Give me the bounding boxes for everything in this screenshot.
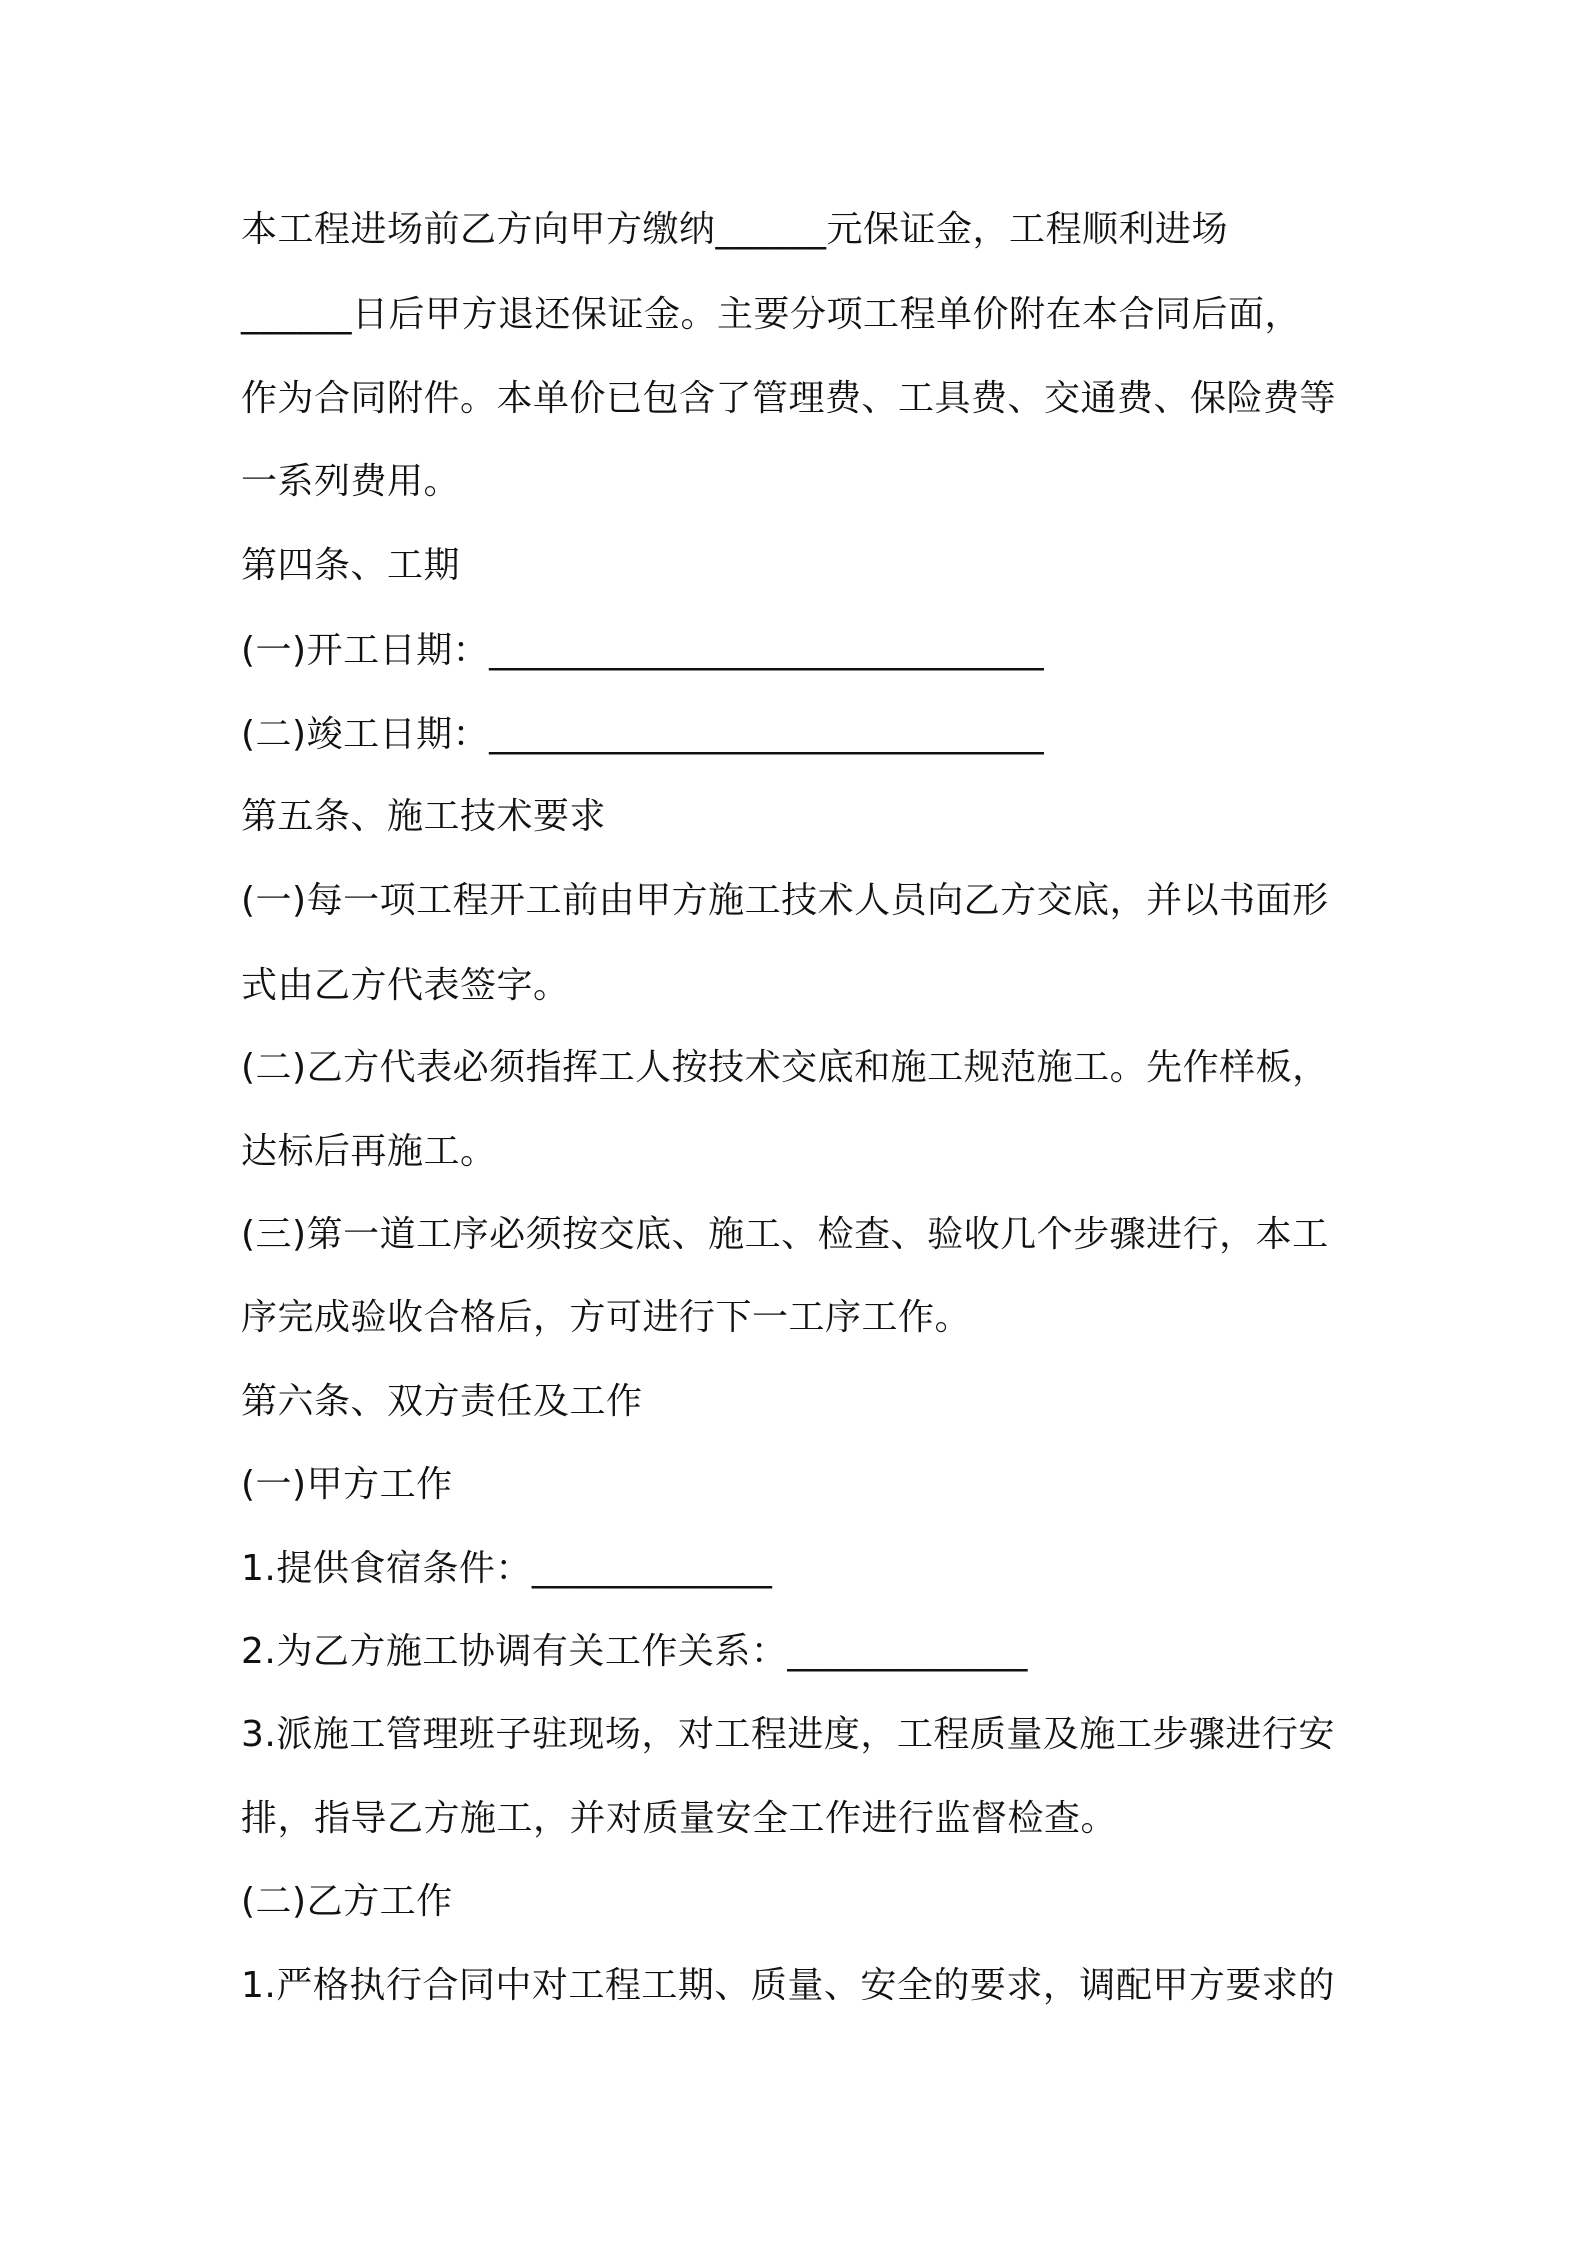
subsection-heading: (二)乙方工作 [241, 1881, 453, 1922]
completion-date-line: (二)竣工日期：______________________________ [241, 714, 1045, 755]
list-item: 1.提供食宿条件：_____________ [241, 1548, 773, 1589]
start-date-line: (一)开工日期：______________________________ [241, 630, 1045, 671]
paragraph-line: (二)乙方代表必须指挥工人按技术交底和施工规范施工。先作样板， [241, 1047, 1329, 1088]
paragraph-line: 序完成验收合格后，方可进行下一工序工作。 [241, 1297, 972, 1338]
list-item: 2.为乙方施工协调有关工作关系：_____________ [241, 1631, 1028, 1672]
paragraph-line: (三)第一道工序必须按交底、施工、检查、验收几个步骤进行，本工 [241, 1214, 1329, 1255]
paragraph-line: 一系列费用。 [241, 461, 461, 502]
section-heading: 第六条、双方责任及工作 [241, 1381, 643, 1422]
paragraph-line: 式由乙方代表签字。 [241, 965, 570, 1006]
paragraph-line: ______日后甲方退还保证金。主要分项工程单价附在本合同后面， [241, 294, 1302, 335]
list-item: 排，指导乙方施工，并对质量安全工作进行监督检查。 [241, 1798, 1118, 1839]
paragraph-line: 本工程进场前乙方向甲方缴纳______元保证金，工程顺利进场 [241, 209, 1229, 250]
list-item: 3.派施工管理班子驻现场，对工程进度，工程质量及施工步骤进行安 [241, 1714, 1335, 1755]
paragraph-line: (一)每一项工程开工前由甲方施工技术人员向乙方交底，并以书面形 [241, 880, 1329, 921]
subsection-heading: (一)甲方工作 [241, 1464, 453, 1505]
paragraph-line: 作为合同附件。本单价已包含了管理费、工具费、交通费、保险费等 [241, 378, 1337, 419]
list-item: 1.严格执行合同中对工程工期、质量、安全的要求，调配甲方要求的 [241, 1965, 1335, 2006]
paragraph-line: 达标后再施工。 [241, 1131, 497, 1172]
section-heading: 第五条、施工技术要求 [241, 796, 607, 837]
section-heading: 第四条、工期 [241, 545, 461, 586]
